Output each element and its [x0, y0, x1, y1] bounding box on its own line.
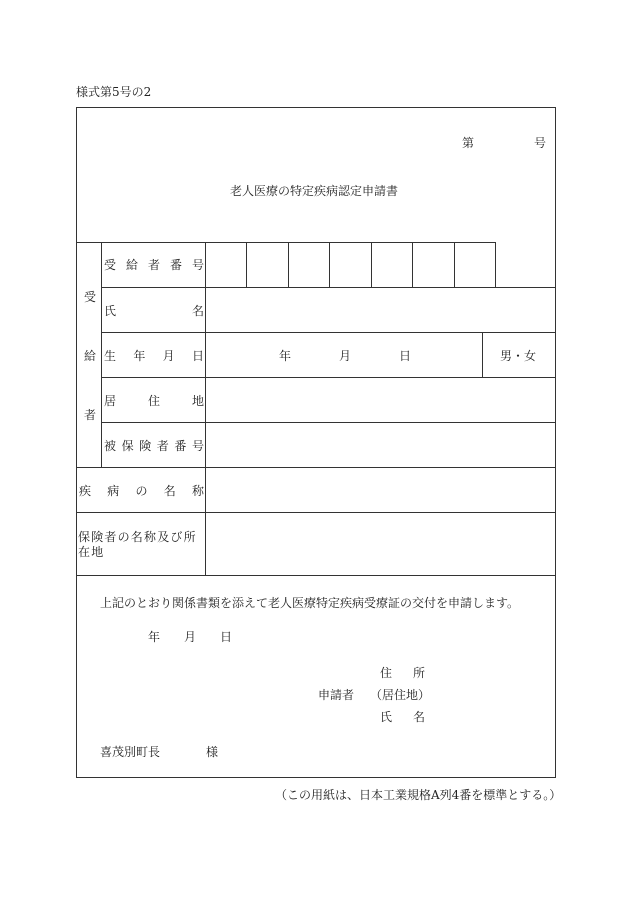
applicant-name-label: 氏 名: [380, 710, 425, 724]
birth-day: 日: [399, 349, 412, 363]
digit-box-divider: [454, 242, 455, 287]
application-statement: 上記のとおり関係書類を添えて老人医療特定疾病受療証の交付を申請します。: [100, 596, 520, 610]
rule-row-1: [101, 287, 556, 288]
digit-box-divider: [412, 242, 413, 287]
rule-row-6: [76, 512, 556, 513]
form-id: 様式第5号の2: [76, 85, 152, 99]
group-label-char: 給: [84, 349, 97, 363]
rule-row-4: [101, 422, 556, 423]
sex-column-divider: [482, 332, 483, 377]
group-label-char: 受: [84, 290, 97, 304]
applicant-label: 申請者: [318, 688, 355, 702]
form-title: 老人医療の特定疾病認定申請書: [230, 184, 399, 198]
number-go: 号: [534, 136, 547, 150]
birth-year: 年: [279, 349, 292, 363]
label-recipient-number: 受 給 者 番 号: [104, 258, 204, 272]
label-birthdate: 生 年 月 日: [104, 349, 204, 363]
date-year: 年: [148, 630, 161, 644]
rule-table-top: [76, 242, 495, 243]
label-insured-number: 被 保 険 者 番 号: [104, 439, 204, 453]
digit-box-divider: [495, 242, 496, 287]
label-insurer: 保険者の名称及び所在地: [78, 530, 197, 559]
date-day: 日: [220, 630, 233, 644]
addressee: 喜茂別町長: [100, 745, 161, 759]
label-disease-name: 疾 病 の 名 称: [79, 484, 204, 498]
rule-group-divider: [101, 242, 102, 467]
rule-table-bottom: [76, 575, 556, 576]
residence-paren: （居住地）: [370, 688, 431, 702]
footer-note: （この用紙は、日本工業規格A列4番を標準とする。）: [275, 788, 562, 802]
digit-box-divider: [371, 242, 372, 287]
digit-box-divider: [288, 242, 289, 287]
label-residence: 居 住 地: [104, 394, 204, 408]
digit-box-divider: [246, 242, 247, 287]
label-name: 氏 名: [104, 304, 204, 318]
rule-row-3: [101, 377, 556, 378]
number-dai: 第: [462, 136, 475, 150]
birth-month: 月: [339, 349, 352, 363]
honorific-sama: 様: [206, 745, 219, 759]
date-month: 月: [184, 630, 197, 644]
group-label-char: 者: [84, 408, 97, 422]
sex-options: 男・女: [500, 349, 537, 363]
rule-row-5: [76, 467, 556, 468]
digit-box-divider: [329, 242, 330, 287]
rule-label-divider: [205, 242, 206, 575]
rule-row-2: [101, 332, 556, 333]
address-label: 住 所: [380, 666, 425, 680]
